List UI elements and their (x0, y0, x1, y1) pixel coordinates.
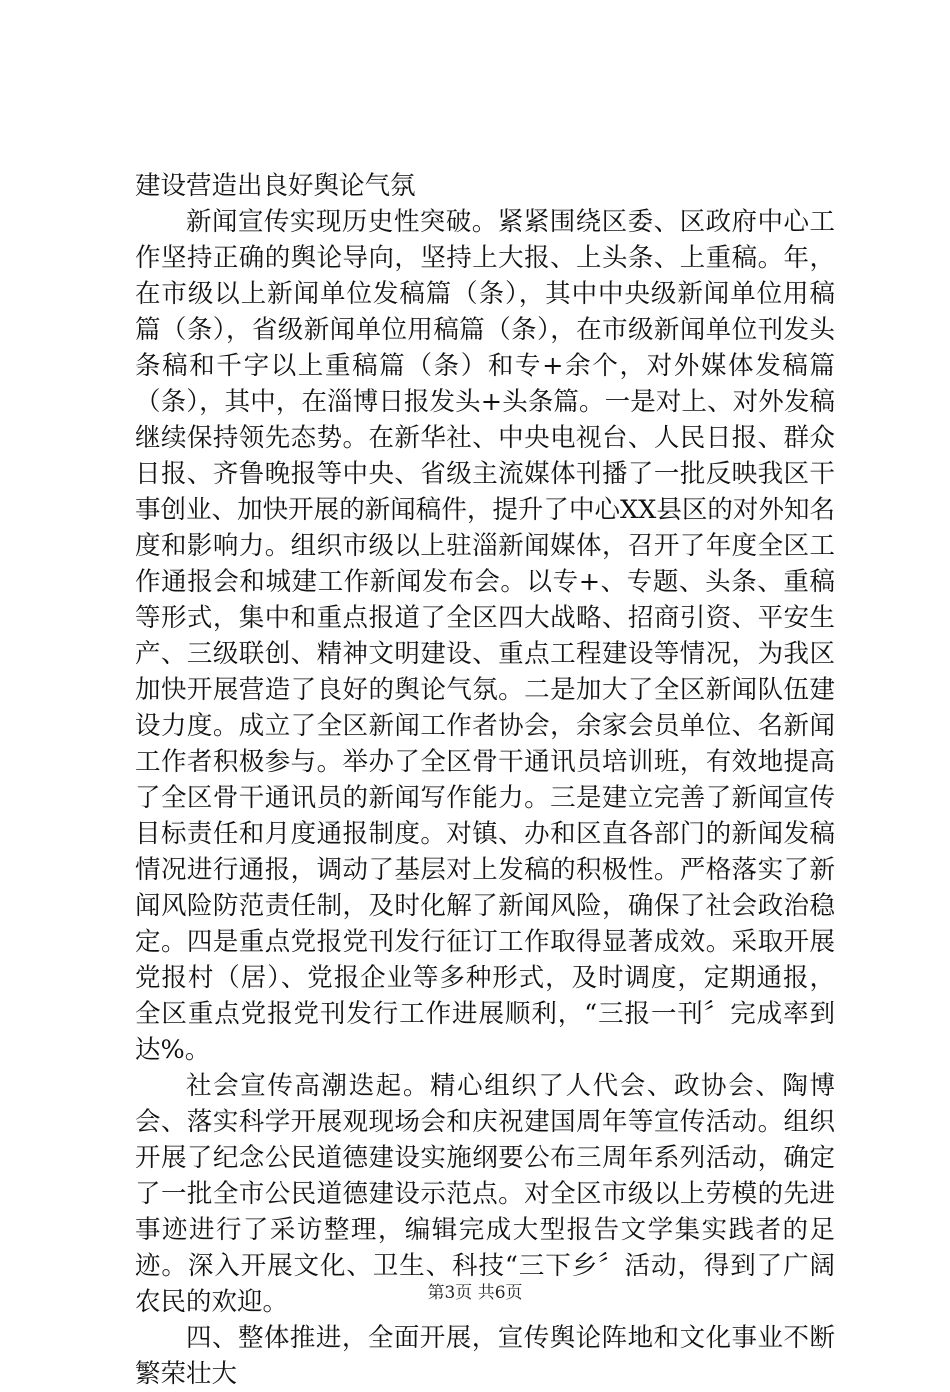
page-number: 第3页 共6页 (427, 1283, 523, 1303)
document-body (135, 168, 835, 1392)
section-heading-four: 四、整体推进，全面开展，宣传舆论阵地和文化事业不断繁荣壮大 (135, 1323, 835, 1389)
page-footer (0, 1282, 950, 1304)
continued-heading-line: 建设营造出良好舆论气氛 (135, 171, 416, 201)
paragraph-social-publicity: 社会宣传高潮迭起。精心组织了人代会、政协会、陶博会、落实科学开展观现场会和庆祝建国周年等宣传活动。组织开展了纪念公民道德建设实施纲要公布三周年系列活动，确定了一批全市公民道德建设示范点。对全区市级以上劳模的先进事迹进行了采访整理，编辑完成大型报告文学集实践者的足迹。深入开展文化、卫生、科技“三下乡〞活动，得到了广阔农民的欢迎。 (135, 1071, 835, 1317)
paragraph-news-publicity: 新闻宣传实现历史性突破。紧紧围绕区委、区政府中心工作坚持正确的舆论导向，坚持上大报、上头条、上重稿。年，在市级以上新闻单位发稿篇（条），其中中央级新闻单位用稿篇（条），省级新闻单位用稿篇（条），在市级新闻单位刊发头条稿和千字以上重稿篇（条）和专+余个，对外媒体发稿篇（条），其中，在淄博日报发头+头条篇。一是对上、对外发稿继续保持领先态势。在新华社、中央电视台、人民日报、群众日报、齐鲁晚报等中央、省级主流媒体刊播了一批反映我区干事创业、加快开展的新闻稿件，提升了中心XX县区的对外知名度和影响力。组织市级以上驻淄新闻媒体，召开了年度全区工作通报会和城建工作新闻发布会。以专+、专题、头条、重稿等形式，集中和重点报道了全区四大战略、招商引资、平安生产、三级联创、精神文明建设、重点工程建设等情况，为我区加快开展营造了良好的舆论气氛。二是加大了全区新闻队伍建设力度。成立了全区新闻工作者协会，余家会员单位、名新闻工作者积极参与。举办了全区骨干通讯员培训班，有效地提高了全区骨干通讯员的新闻写作能力。三是建立完善了新闻宣传目标责任和月度通报制度。对镇、办和区直各部门的新闻发稿情况进行通报，调动了基层对上发稿的积极性。严格落实了新闻风险防范责任制，及时化解了新闻风险，确保了社会政治稳定。四是重点党报党刊发行征订工作取得显著成效。采取开展党报村（居）、党报企业等多种形式，及时调度，定期通报，全区重点党报党刊发行工作进展顺利，“三报一刊〞完成率到达%。 (135, 207, 835, 1065)
